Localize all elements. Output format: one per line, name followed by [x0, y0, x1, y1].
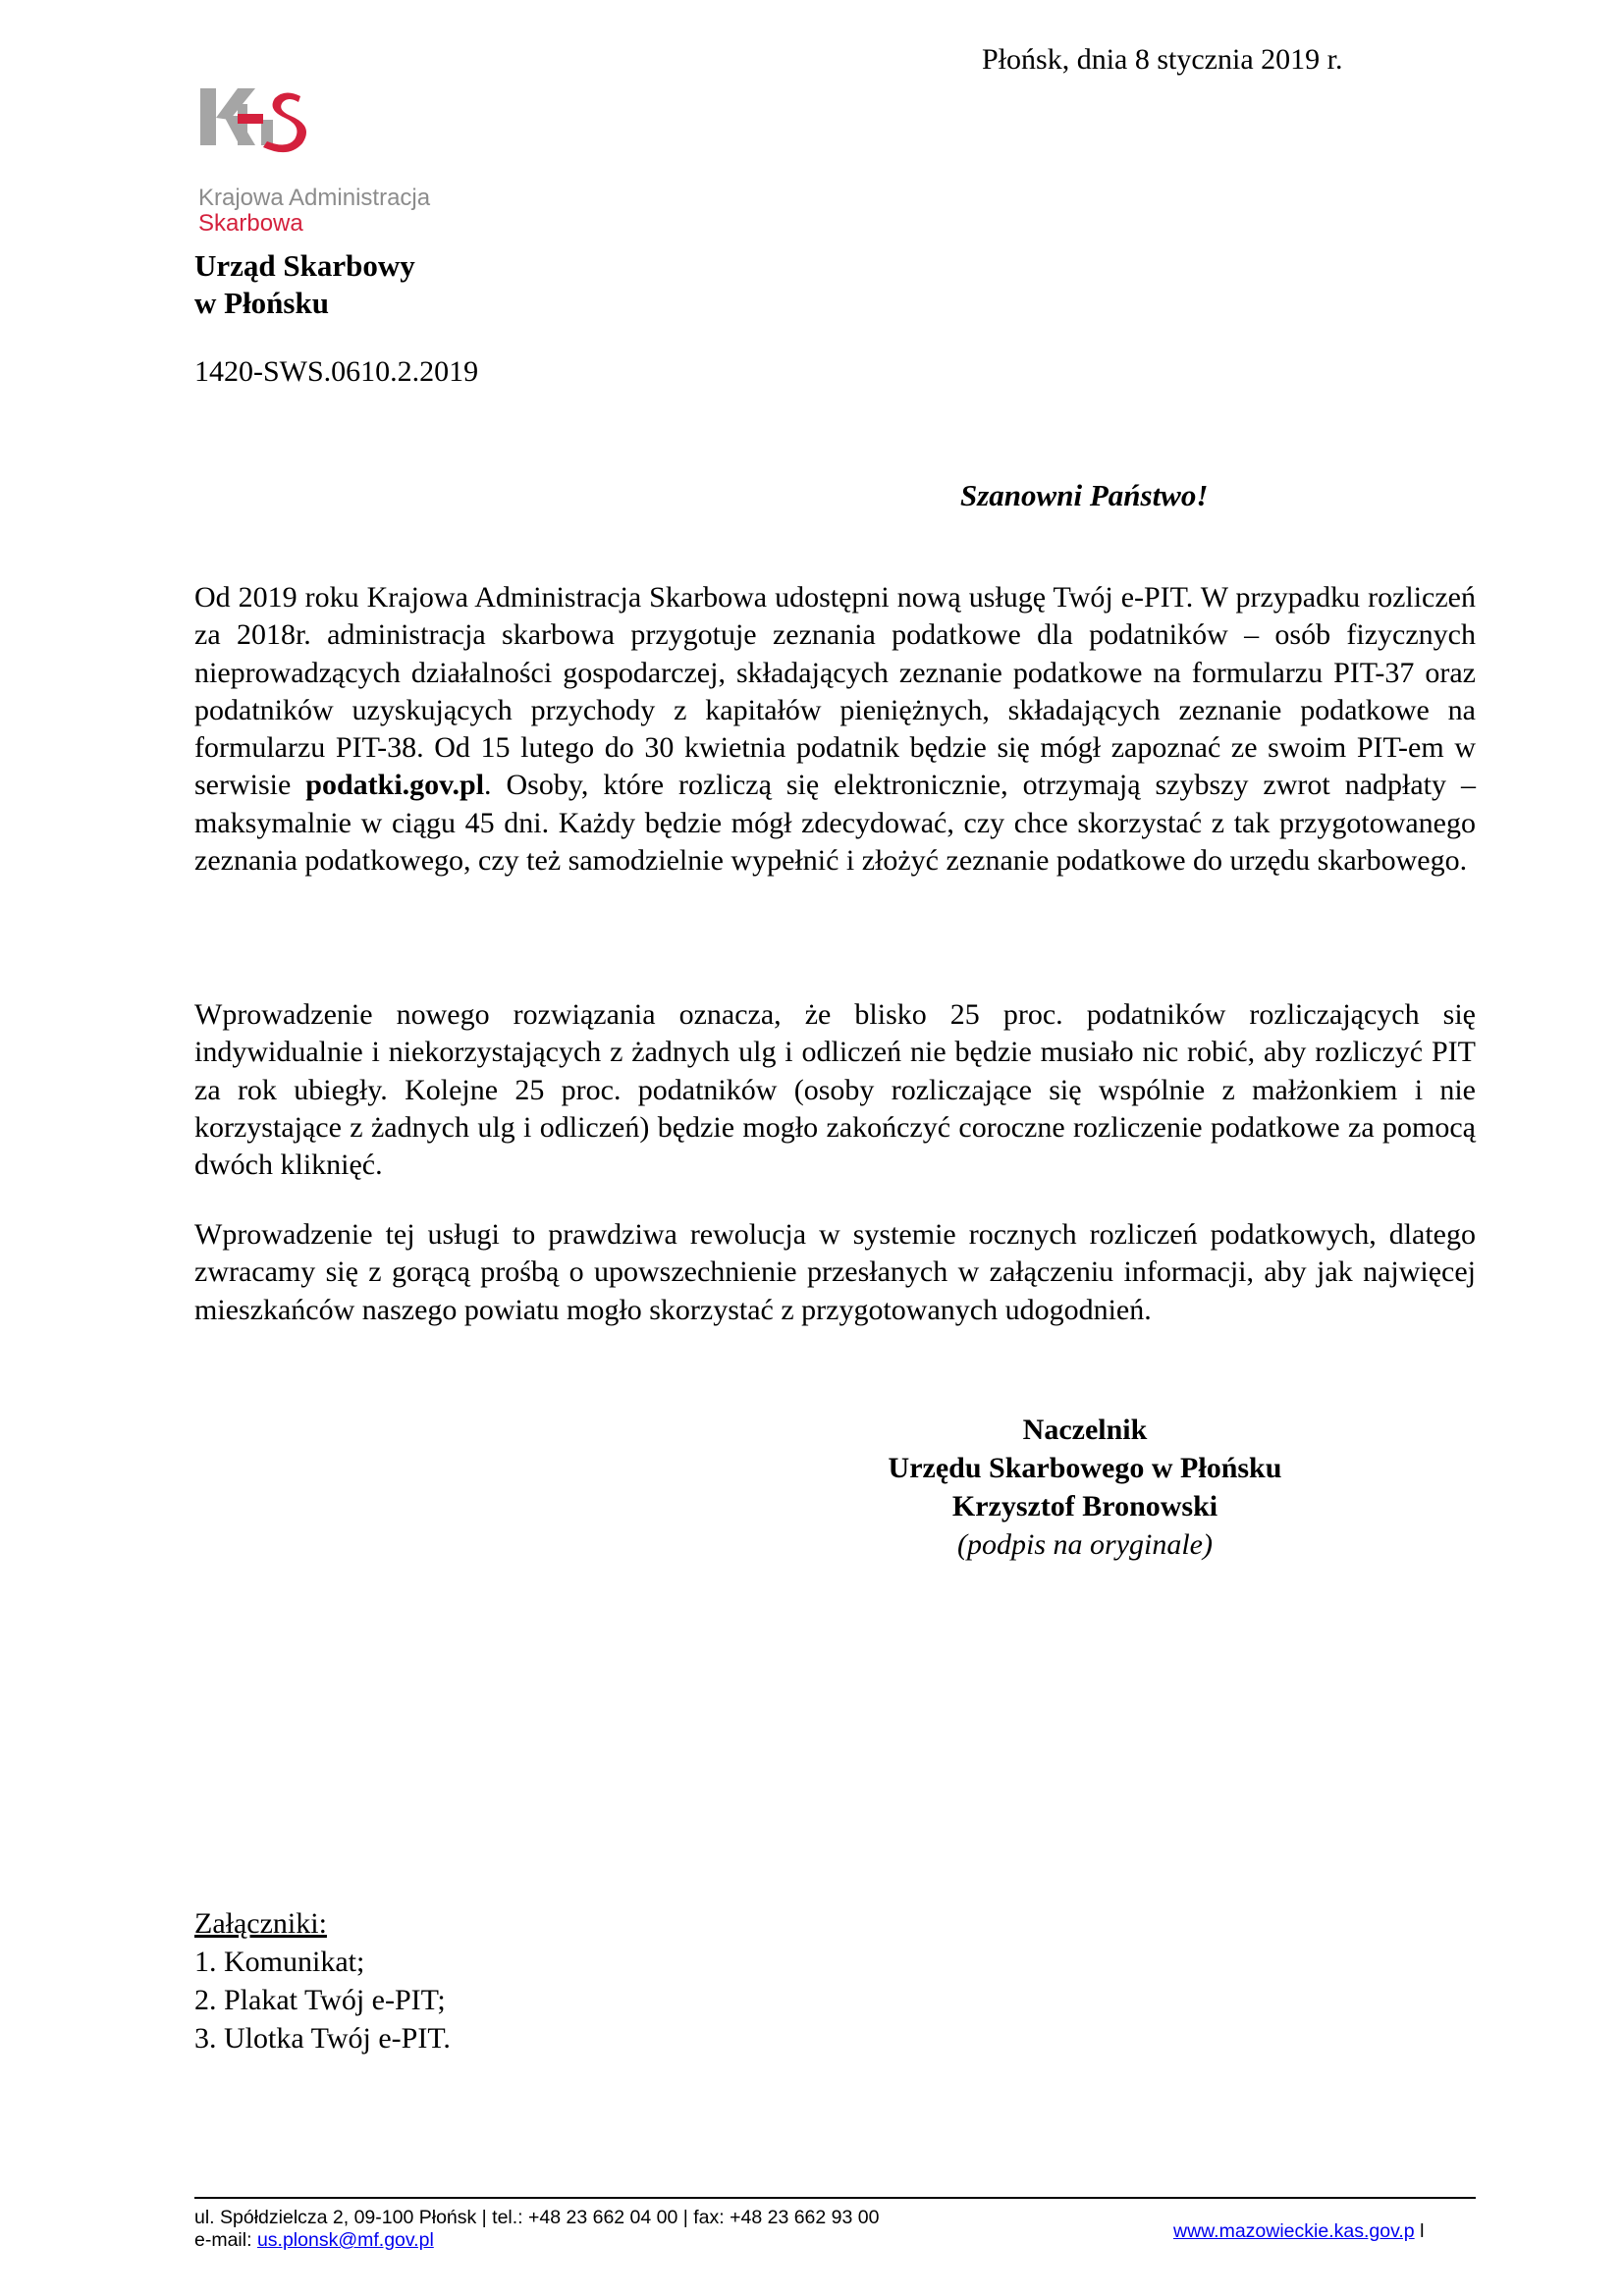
attachment-item: 1. Komunikat; — [194, 1946, 365, 1978]
attachment-item: 2. Plakat Twój e-PIT; — [194, 1984, 446, 2016]
place-date: Płońsk, dnia 8 stycznia 2019 r. — [982, 43, 1343, 76]
greeting: Szanowni Państwo! — [960, 478, 1209, 512]
email-link[interactable]: us.plonsk@mf.gov.pl — [256, 2229, 434, 2251]
paragraph-2: Wprowadzenie nowego rozwiązania oznacza, że blisko 25 proc. podatników rozliczających się indywidualnie i niekorzystających z żadnych ulg i odliczeń nie będzie musiało nic robić, aby rozliczyć PIT za rok ubiegły. Kolejne 25 proc. podatników (osoby rozliczające się wspólnie z małżonkiem i nie korzystające z żadnych ulg i odliczeń) będzie mogło zakończyć coroczne rozliczenie podatkowe za pomocą dwóch kliknięć. — [194, 998, 1476, 1182]
footer-email-label: e-mail: — [194, 2229, 257, 2251]
footer-divider — [194, 2197, 1476, 2199]
paragraph-3: Wprowadzenie tej usługi to prawdziwa rewolucja w systemie rocznych rozliczeń podatkowych, dlatego zwracamy się z gorącą prośbą o upowszechnienie przesłanych w załączeniu informacji, aby jak najwięcej mieszkańców naszego powiatu mogło skorzystać z przygotowanych udogodnień. — [194, 1218, 1476, 1326]
reference-number: 1420-SWS.0610.2.2019 — [194, 355, 479, 388]
attachment-item: 3. Ulotka Twój e-PIT. — [194, 2022, 451, 2055]
logo-line-1: Krajowa Administracja — [198, 185, 431, 211]
paragraph-1-text-b: . Osoby, które rozliczą się elektronicznie, otrzymają szybszy zwrot nadpłaty – maksymalnie w ciągu 45 dni. Każdy będzie mógł zdecydować, czy chce skorzystać z tak przygotowanego zeznania podatkowego, czy też samodzielnie wypełnić i złożyć zeznanie podatkowe do urzędu skarbowego. — [194, 769, 1476, 878]
footer-contact — [194, 2207, 879, 2252]
paragraph-1 — [194, 579, 1476, 880]
footer-email-line — [194, 2229, 879, 2252]
office-name — [194, 247, 415, 322]
signature-block — [854, 1411, 1316, 1564]
attachments-label: Załączniki: — [194, 1907, 327, 1940]
footer-address: ul. Spółdzielcza 2, 09-100 Płońsk | tel.: +48 23 662 04 00 | fax: +48 23 662 93 00 — [194, 2207, 880, 2228]
footer-website — [1173, 2220, 1424, 2243]
attachments — [194, 1904, 451, 2057]
signature-office: Urzędu Skarbowego w Płońsku — [888, 1452, 1282, 1484]
office-line-2: w Płońsku — [194, 286, 329, 320]
signature-name: Krzysztof Bronowski — [951, 1490, 1218, 1522]
signature-note: (podpis na oryginale) — [957, 1528, 1213, 1561]
signature-title: Naczelnik — [1022, 1414, 1148, 1446]
logo-line-2: Skarbowa — [198, 210, 303, 237]
paragraph-1-text-a: Od 2019 roku Krajowa Administracja Skarbowa udostępni nową usługę Twój e-PIT. W przypadku rozliczeń za 2018r. administracja skarbowa przygotuje zeznania podatkowe dla podatników – osób fizycznych nieprowadzących działalności gospodarczej, składających zeznanie podatkowe na formularzu PIT-37 oraz podatników uzyskujących przychody z kapitałów pieniężnych, składających zeznanie podatkowe na formularzu PIT-38. Od 15 lutego do 30 kwietnia podatnik będzie się mógł zapoznać ze swoim PIT-em w serwisie — [194, 581, 1476, 802]
office-line-1: Urząd Skarbowy — [194, 248, 415, 283]
website-link[interactable]: www.mazowieckie.kas.gov.p — [1173, 2220, 1415, 2242]
website-suffix: l — [1414, 2220, 1425, 2242]
podatki-link: podatki.gov.pl — [305, 769, 485, 802]
